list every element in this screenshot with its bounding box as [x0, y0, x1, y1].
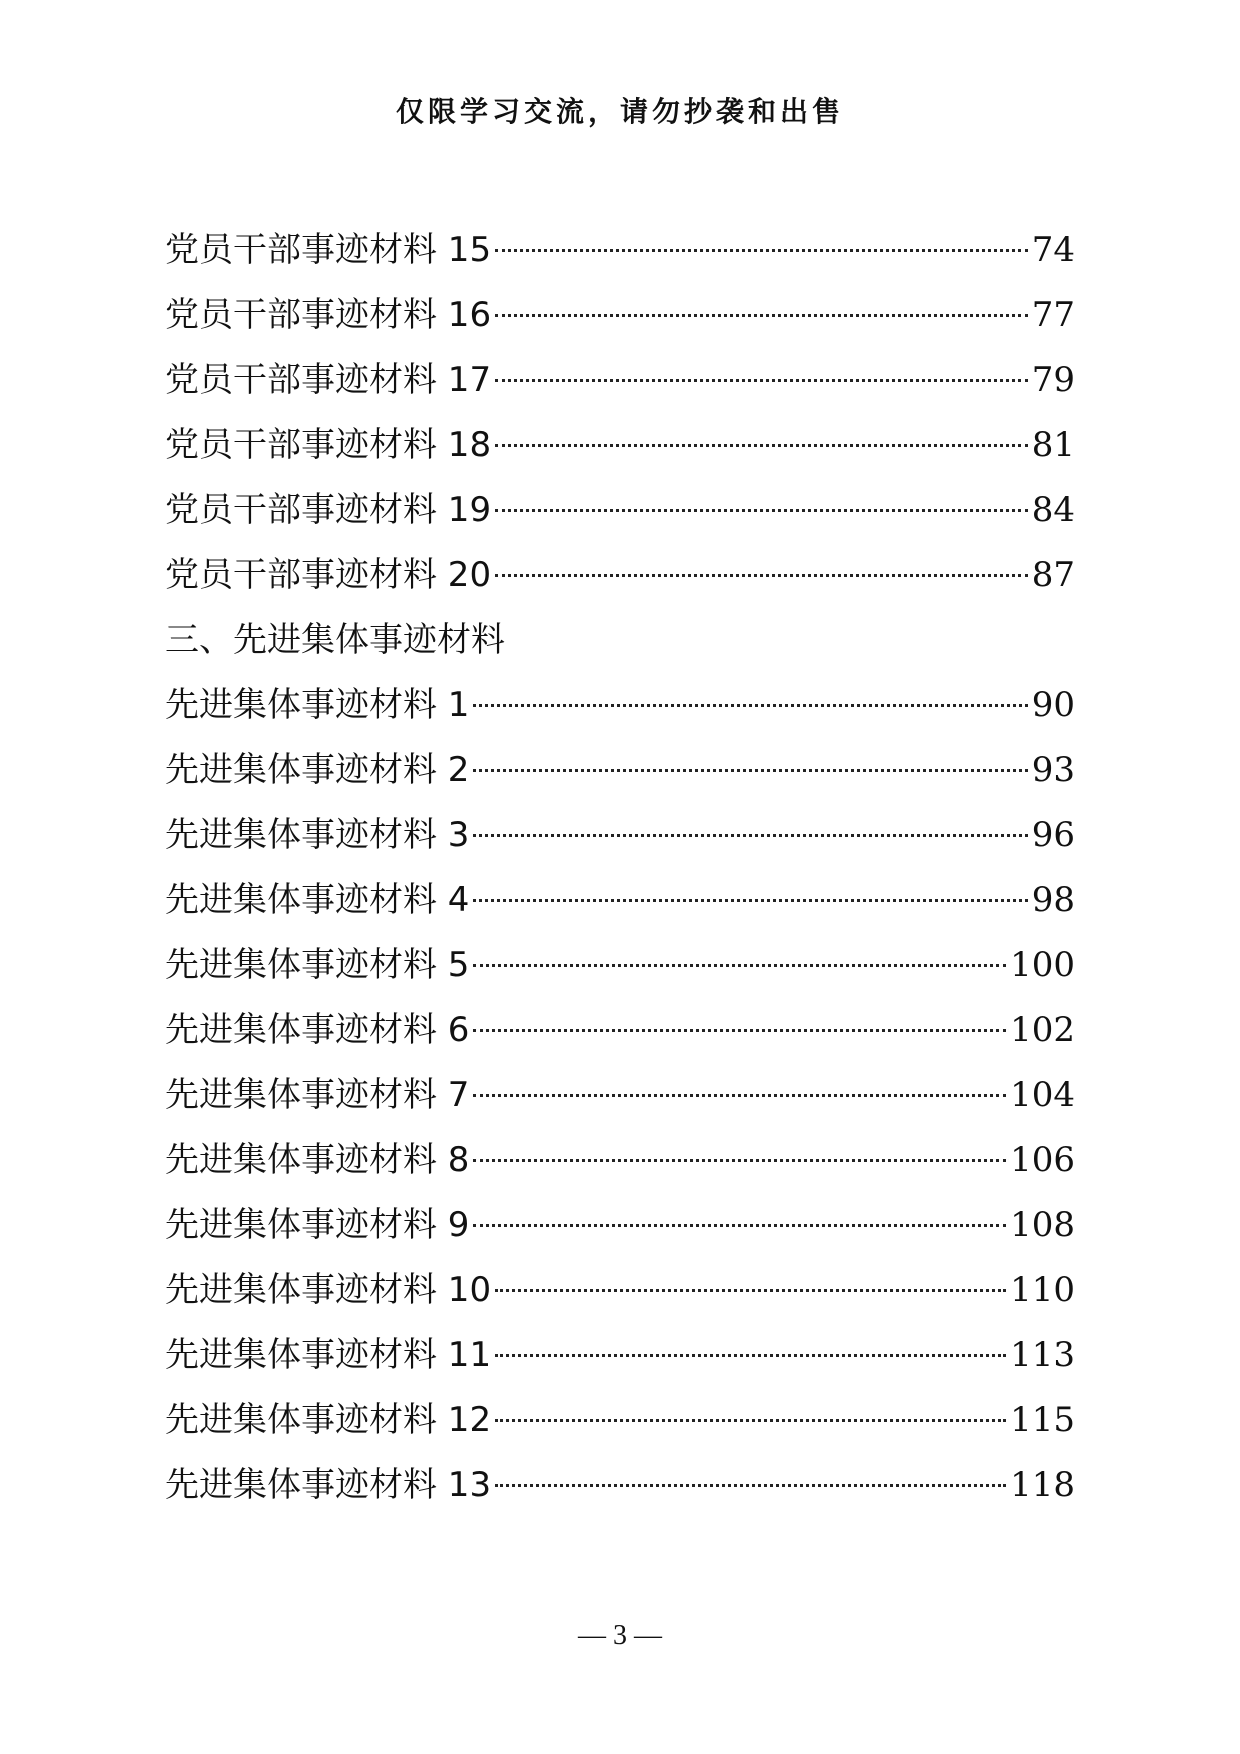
toc-entry[interactable] [165, 933, 1075, 998]
toc-entry[interactable] [165, 283, 1075, 348]
toc-entry-title: 党员干部事迹材料 15 [165, 230, 492, 270]
toc-entry-title: 先进集体事迹材料 13 [165, 1465, 492, 1505]
toc-entry-page: 100 [1010, 945, 1075, 985]
toc-entry[interactable] [165, 413, 1075, 478]
toc-entry-page: 77 [1031, 295, 1075, 335]
toc-entry-page: 84 [1031, 490, 1075, 530]
toc-dot-leader [473, 1094, 1006, 1097]
toc-dot-leader [495, 444, 1028, 447]
toc-entry-title: 先进集体事迹材料 8 [165, 1140, 470, 1180]
toc-dot-leader [473, 1029, 1006, 1032]
toc-dot-leader [495, 1419, 1006, 1422]
toc-entry-title: 党员干部事迹材料 19 [165, 490, 492, 530]
toc-entry-title: 党员干部事迹材料 17 [165, 360, 492, 400]
toc-entry[interactable] [165, 803, 1075, 868]
toc-entry-title: 先进集体事迹材料 11 [165, 1335, 492, 1375]
toc-dot-leader [495, 574, 1028, 577]
toc-dot-leader [495, 1484, 1006, 1487]
toc-dot-leader [495, 249, 1028, 252]
toc-entry-title: 先进集体事迹材料 12 [165, 1400, 492, 1440]
toc-entry-page: 108 [1010, 1205, 1075, 1245]
toc-dot-leader [473, 964, 1006, 967]
toc-entry[interactable] [165, 1388, 1075, 1453]
toc-entry[interactable] [165, 1063, 1075, 1128]
toc-group-advanced-collectives [165, 673, 1075, 1518]
toc-entry[interactable] [165, 868, 1075, 933]
toc-entry-title: 党员干部事迹材料 20 [165, 555, 492, 595]
toc-dot-leader [473, 1159, 1006, 1162]
toc-entry[interactable] [165, 1193, 1075, 1258]
toc-entry[interactable] [165, 1323, 1075, 1388]
toc-dot-leader [495, 314, 1028, 317]
table-of-contents [165, 218, 1075, 1518]
toc-entry[interactable] [165, 1453, 1075, 1518]
toc-entry-page: 93 [1031, 750, 1075, 790]
toc-entry-title: 先进集体事迹材料 6 [165, 1010, 470, 1050]
toc-entry[interactable] [165, 673, 1075, 738]
toc-entry-page: 87 [1031, 555, 1075, 595]
toc-entry-title: 先进集体事迹材料 7 [165, 1075, 470, 1115]
toc-entry-title: 党员干部事迹材料 16 [165, 295, 492, 335]
toc-dot-leader [473, 704, 1027, 707]
toc-entry-title: 先进集体事迹材料 2 [165, 750, 470, 790]
toc-entry-page: 106 [1010, 1140, 1075, 1180]
toc-dot-leader [495, 1354, 1006, 1357]
toc-entry-page: 74 [1031, 230, 1075, 270]
toc-entry[interactable] [165, 1128, 1075, 1193]
toc-dot-leader [473, 769, 1027, 772]
toc-dot-leader [495, 379, 1028, 382]
toc-entry-title: 先进集体事迹材料 9 [165, 1205, 470, 1245]
toc-entry-title: 党员干部事迹材料 18 [165, 425, 492, 465]
toc-entry-page: 81 [1031, 425, 1075, 465]
toc-entry[interactable] [165, 543, 1075, 608]
toc-entry-page: 79 [1031, 360, 1075, 400]
toc-dot-leader [495, 509, 1028, 512]
toc-dot-leader [495, 1289, 1006, 1292]
toc-entry-page: 118 [1010, 1465, 1075, 1505]
toc-entry-title: 先进集体事迹材料 1 [165, 685, 470, 725]
toc-entry-page: 98 [1031, 880, 1075, 920]
toc-entry-page: 104 [1010, 1075, 1075, 1115]
page-header-notice: 仅限学习交流，请勿抄袭和出售 [395, 95, 844, 128]
toc-entry[interactable] [165, 218, 1075, 283]
toc-group-party-cadres [165, 218, 1075, 608]
toc-entry-title: 先进集体事迹材料 3 [165, 815, 470, 855]
toc-entry-title: 先进集体事迹材料 5 [165, 945, 470, 985]
toc-entry[interactable] [165, 1258, 1075, 1323]
toc-entry-page: 102 [1010, 1010, 1075, 1050]
section-heading: 三、先进集体事迹材料 [165, 620, 505, 660]
toc-entry-page: 113 [1010, 1335, 1075, 1375]
page-number: — 3 — [578, 1620, 662, 1651]
toc-entry-page: 90 [1031, 685, 1075, 725]
toc-entry[interactable] [165, 738, 1075, 803]
toc-entry-page: 115 [1010, 1400, 1075, 1440]
toc-entry-page: 110 [1010, 1270, 1075, 1310]
toc-entry[interactable] [165, 998, 1075, 1063]
toc-entry[interactable] [165, 348, 1075, 413]
toc-entry-page: 96 [1031, 815, 1075, 855]
toc-entry[interactable] [165, 478, 1075, 543]
toc-entry-title: 先进集体事迹材料 4 [165, 880, 470, 920]
toc-dot-leader [473, 1224, 1006, 1227]
toc-entry-title: 先进集体事迹材料 10 [165, 1270, 492, 1310]
toc-dot-leader [473, 899, 1027, 902]
toc-dot-leader [473, 834, 1027, 837]
